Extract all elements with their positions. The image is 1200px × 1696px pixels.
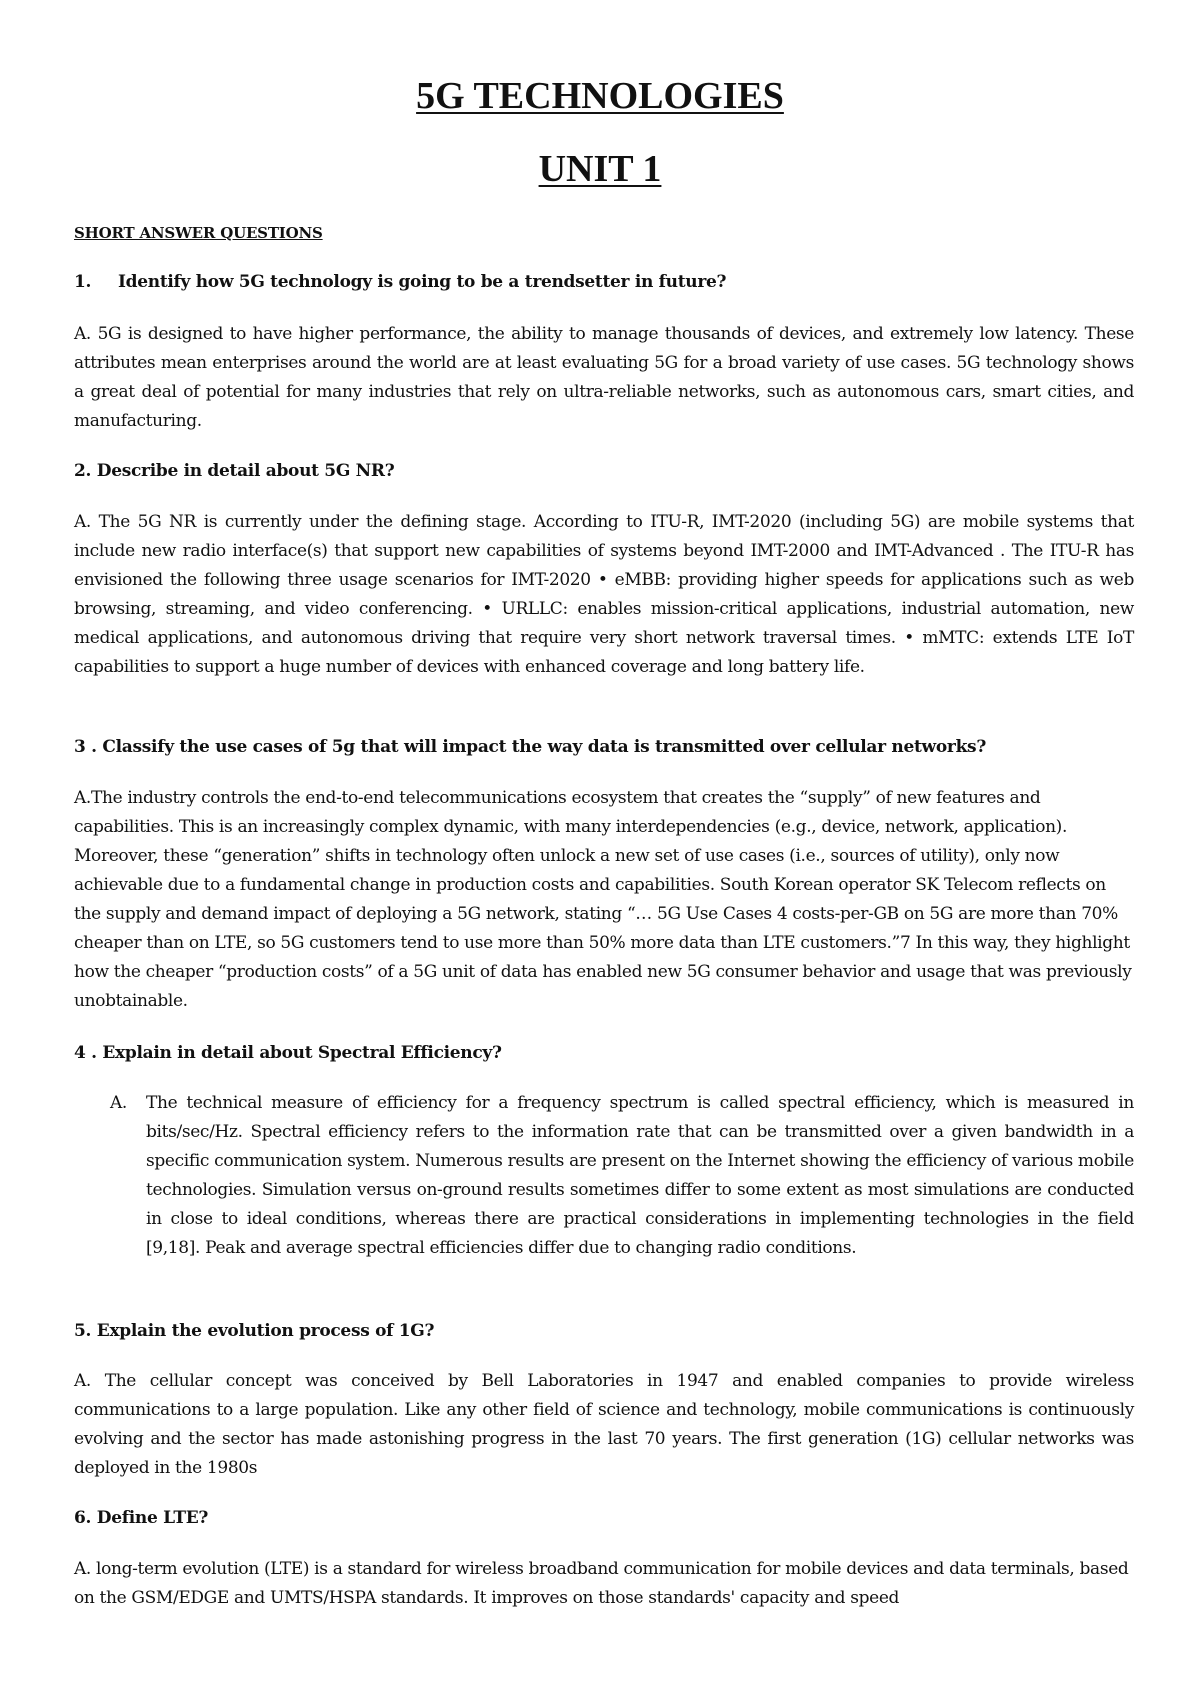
answer-2: A. The 5G NR is currently under the defining stage. According to ITU-R, IMT-2020 (including 5G) are mobile systems that include new radio interface(s) that support new capabilities of systems beyond IMT-2000 and IMT-Advanced . The ITU-R has envisioned the following three usage scenarios for IMT-2020 • eMBB: providing higher speeds for applications such as web browsing, streaming, and video conferencing. • URLLC: enables mission-critical applications, industrial automation, new medical applications, and autonomous driving that require very short network traversal times. • mMTC: extends LTE IoT capabilities to support a huge number of devices with enhanced coverage and long battery life.	[74, 512, 1134, 677]
question-4-text: Explain in detail about Spectral Efficiency?	[102, 1043, 502, 1063]
question-6-number: 6.	[74, 1508, 92, 1528]
question-1-number: 1.	[74, 272, 92, 292]
question-4-number: 4 .	[74, 1043, 97, 1063]
question-5	[74, 1321, 434, 1341]
question-2	[74, 461, 394, 481]
question-4	[74, 1043, 502, 1063]
question-6	[74, 1508, 208, 1528]
question-1-text: Identify how 5G technology is going to be a trendsetter in future?	[118, 272, 727, 292]
question-6-text: Define LTE?	[96, 1508, 209, 1528]
answer-4-marker: A.	[110, 1093, 127, 1113]
question-1	[74, 272, 726, 292]
answer-3: A.The industry controls the end-to-end telecommunications ecosystem that creates the “supply” of new features and capabilities. This is an increasingly complex dynamic, with many interdependencies (e.g., device, network, application). Moreover, these “generation” shifts in technology often unlock a new set of use cases (i.e., sources of utility), only now achievable due to a fundamental change in production costs and capabilities. South Korean operator SK Telecom reflects on the supply and demand impact of deploying a 5G network, stating “… 5G Use Cases 4 costs-per-GB on 5G are more than 70% cheaper than on LTE, so 5G customers tend to use more than 50% more data than LTE customers.”7 In this way, they highlight how the cheaper “production costs” of a 5G unit of data has enabled new 5G consumer behavior and usage that was previously unobtainable.	[74, 788, 1132, 1011]
question-3	[74, 737, 986, 757]
answer-4-text: The technical measure of efficiency for a frequency spectrum is called spectral efficiency, which is measured in bits/sec/Hz. Spectral efficiency refers to the information rate that can be transmitted over a given bandwidth in a specific communication system. Numerous results are present on the Internet showing the efficiency of various mobile technologies. Simulation versus on-ground results sometimes differ to some extent as most simulations are conducted in close to ideal conditions, whereas there are practical considerations in implementing technologies in the field [9,18]. Peak and average spectral efficiencies differ due to changing radio conditions.	[146, 1093, 1134, 1258]
answer-1: A. 5G is designed to have higher performance, the ability to manage thousands of devices, and extremely low latency. These attributes mean enterprises around the world are at least evaluating 5G for a broad variety of use cases. 5G technology shows a great deal of potential for many industries that rely on ultra-reliable networks, such as autonomous cars, smart cities, and manufacturing.	[74, 324, 1134, 431]
question-3-text: Classify the use cases of 5g that will impact the way data is transmitted over cellular networks?	[102, 737, 986, 757]
question-2-text: Describe in detail about 5G NR?	[96, 461, 395, 481]
section-label: SHORT ANSWER QUESTIONS	[74, 224, 323, 242]
unit-heading: UNIT 1	[538, 148, 662, 190]
question-2-number: 2.	[74, 461, 92, 481]
answer-6: A. long-term evolution (LTE) is a standard for wireless broadband communication for mobile devices and data terminals, based on the GSM/EDGE and UMTS/HSPA standards. It improves on those standards' capacity and speed	[74, 1559, 1129, 1608]
question-5-text: Explain the evolution process of 1G?	[96, 1321, 435, 1341]
question-3-number: 3 .	[74, 737, 97, 757]
document-title: 5G TECHNOLOGIES	[416, 75, 784, 117]
question-5-number: 5.	[74, 1321, 92, 1341]
answer-4	[110, 1089, 1134, 1263]
answer-5: A. The cellular concept was conceived by Bell Laboratories in 1947 and enabled companies to provide wireless communications to a large population. Like any other field of science and technology, mobile communications is continuously evolving and the sector has made astonishing progress in the last 70 years. The first generation (1G) cellular networks was deployed in the 1980s	[74, 1371, 1134, 1478]
